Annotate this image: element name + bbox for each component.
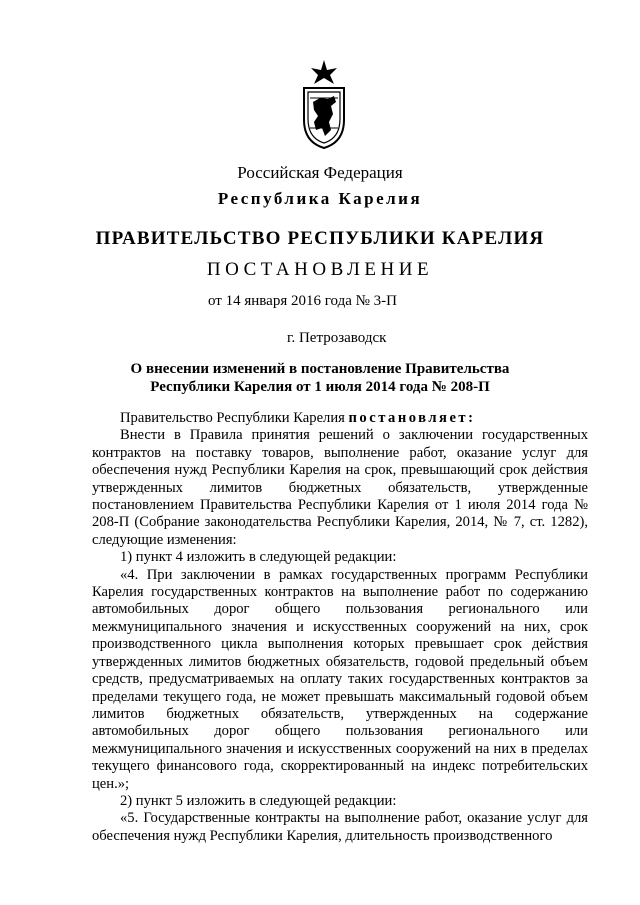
republic-name: Республика Карелия <box>217 189 423 208</box>
document-body <box>92 410 588 845</box>
intro-verb: постановляет: <box>348 410 476 426</box>
item-1-heading: 1) пункт 4 изложить в следующей редакции: <box>120 549 397 566</box>
item-2-heading: 2) пункт 5 изложить в следующей редакции: <box>120 792 397 809</box>
document-title-line2: Республики Карелия от 1 июля 2014 года № 208-П <box>150 379 490 395</box>
paragraph-main: Внести в Правила принятия решений о заключении государственных контрактов на поставку товаров, выполнение работ, оказание услуг для обеспечения нужд Республики Карелия на срок, превышающий срок действия утвержденных лимитов бюджетных обязательств, утвержденные постановлением Правительства Республики Карелия от 1 июля 2014 года № 208-П (Собрание законодательства Республики Карелия, 2014, № 7, ст. 1282), следующие изменения: <box>92 427 588 548</box>
item-1-text: «4. При заключении в рамках государственных программ Республики Карелия государственных контрактов на выполнение работ по содержанию автомобильных дорог общего пользования регионального или межмуниципального значения и искусственных сооружений на них, срок производственного цикла выполнения которых превышает срок действия утвержденных лимитов бюджетных обязательств, годовой предельный объем средств, предусматриваемых на оплату таких государственных контрактов за пределами текущего года, не может превышать максимальный годовой объем лимитов бюджетных обязательств, утвержденных на содержание автомобильных дорог общего пользования регионального или межмуниципального значения и искусственных сооружений на них в пределах текущего финансового года, скорректированный на индекс потребительских цен.»; <box>92 566 588 792</box>
karelia-coat-of-arms-icon <box>300 58 348 150</box>
intro-text: Правительство Республики Карелия <box>120 410 349 426</box>
document-title-line1: О внесении изменений в постановление Правительства <box>130 361 510 377</box>
country-name: Российская Федерация <box>237 163 403 182</box>
document-city: г. Петрозаводск <box>287 330 387 346</box>
document-title <box>120 360 520 396</box>
item-2-text: «5. Государственные контракты на выполнение работ, оказание услуг для обеспечения нужд Республики Карелия, длительность производственного <box>92 810 588 844</box>
document-type: ПОСТАНОВЛЕНИЕ <box>206 259 434 280</box>
intro-paragraph <box>92 410 588 427</box>
document-date-number: от 14 января 2016 года № 3-П <box>208 293 398 309</box>
government-title: ПРАВИТЕЛЬСТВО РЕСПУБЛИКИ КАРЕЛИЯ <box>95 228 545 249</box>
